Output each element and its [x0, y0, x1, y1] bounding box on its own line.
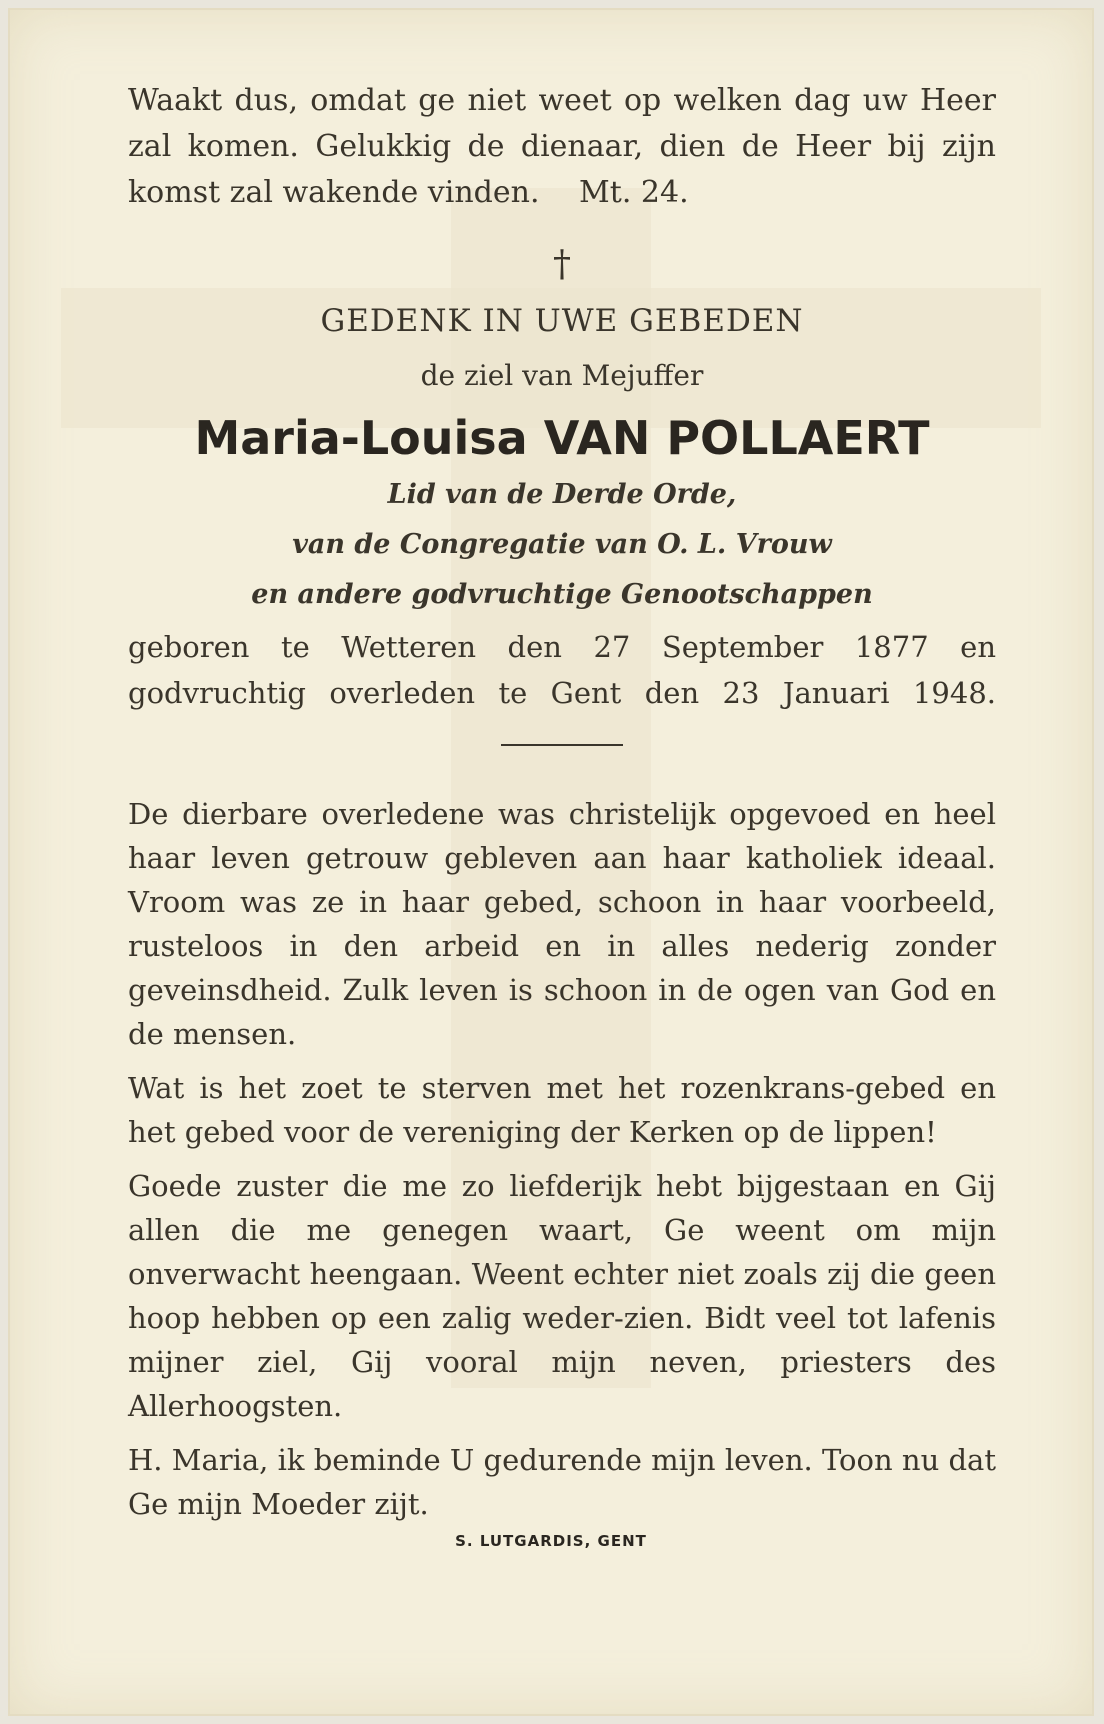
card-content: [128, 78, 996, 1526]
verse-reference: Mt. 24.: [579, 175, 689, 210]
farewell-paragraph: Goede zuster die me zo liefderijk hebt bijgestaan en Gij allen die me genegen waart, Ge weent om mijn onverwacht heengaan. Weent echter niet zoals zij die geen hoop hebben op een zalig weder-zien. Bidt veel tot lafenis mijner ziel, Gij vooral mijn neven, priesters des Allerhoogsten.: [128, 1169, 996, 1423]
order-line: en andere godvruchtige Genootschappen: [251, 579, 873, 610]
printer-imprint: S. LUTGARDIS, GENT: [455, 1532, 647, 1550]
verse-text: Waakt dus, omdat ge niet weet op welken dag uw Heer zal komen. Gelukkig de dienaar, dien de Heer bij zijn komst zal wakende vinden.: [128, 83, 996, 210]
death-line: godvruchtig overleden te Gent den 23 Januari 1948.: [128, 676, 996, 710]
cross-icon: †: [553, 244, 571, 285]
order-line: van de Congregatie van O. L. Vrouw: [292, 529, 832, 560]
prayer-heading: GEDENK IN UWE GEBEDEN: [320, 303, 804, 339]
scripture-verse: [128, 78, 996, 216]
rosary-paragraph: Wat is het zoet te sterven met het rozenkrans-gebed en het gebed voor de vereniging der Kerken op de lippen!: [128, 1071, 996, 1149]
order-line: Lid van de Derde Orde,: [387, 479, 737, 510]
divider: [501, 744, 623, 746]
birth-line: geboren te Wetteren den 27 September 1877 en: [128, 630, 996, 664]
prayer-paragraph: H. Maria, ik beminde U gedurende mijn leven. Toon nu dat Ge mijn Moeder zijt.: [128, 1443, 996, 1521]
life-dates: [128, 624, 996, 716]
eulogy-paragraph: De dierbare overledene was christelijk opgevoed en heel haar leven getrouw gebleven aan haar katholiek ideaal. Vroom was ze in haar gebed, schoon in haar voorbeeld, rusteloos in den arbeid en in alles nederig zonder geveinsdheid. Zulk leven is schoon in de ogen van God en de mensen.: [128, 797, 996, 1051]
religious-orders: [128, 472, 996, 618]
memorial-card: [8, 8, 1094, 1716]
soul-of-line: de ziel van Mejuffer: [420, 359, 704, 392]
deceased-name: Maria-Louisa VAN POLLAERT: [194, 411, 930, 465]
